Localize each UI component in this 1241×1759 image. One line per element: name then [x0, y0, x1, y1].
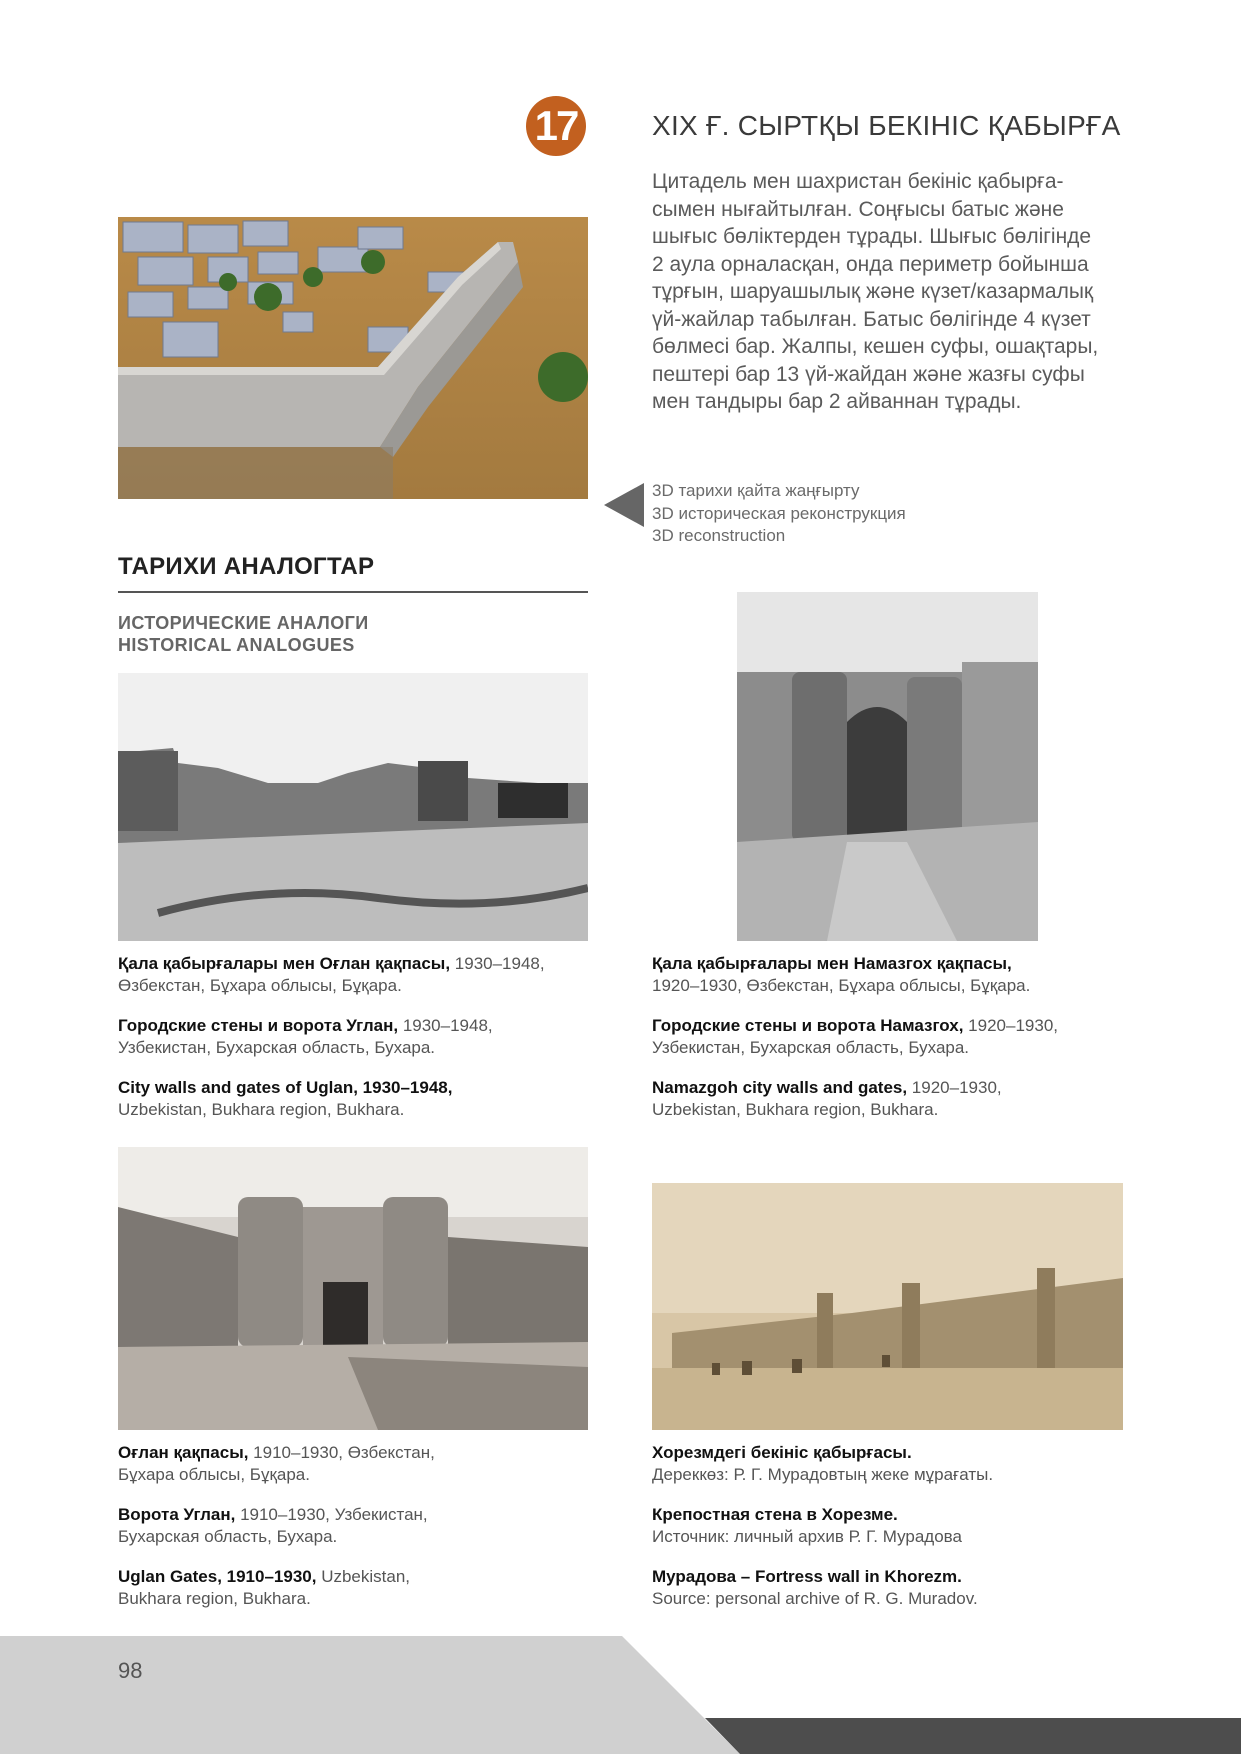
caption-en-bold: Namazgoh city walls and gates, [652, 1078, 908, 1097]
caption-en-rest: Uzbekistan, [316, 1567, 411, 1586]
photo-uglan-walls [118, 673, 588, 941]
caption-kk-rest: 1930–1948, [450, 954, 545, 973]
caption-en-rest: 1920–1930, [907, 1078, 1002, 1097]
footer-band [0, 1636, 1241, 1754]
caption-pointer-icon [604, 483, 644, 527]
section-number: 17 [534, 102, 578, 149]
caption-ru-rest: 1910–1930, Узбекистан, [235, 1505, 428, 1524]
caption-ru-rest: 1920–1930, [963, 1016, 1058, 1035]
caption-ru-line2: Бухарская область, Бухара. [118, 1526, 338, 1546]
page-title: XIX Ғ. СЫРТҚЫ БЕКІНІС ҚАБЫРҒА [652, 110, 1121, 141]
caption-kk-line2: Өзбекстан, Бұхара облысы, Бұқара. [118, 975, 402, 995]
caption-en-line2: Uzbekistan, Bukhara region, Bukhara. [652, 1099, 939, 1119]
photo-uglan-gates [118, 1147, 588, 1430]
caption-kk-line2: 1920–1930, Өзбекстан, Бұхара облысы, Бұқара. [652, 975, 1031, 995]
caption-en: 3D reconstruction [652, 526, 786, 545]
subheading-ru: ИСТОРИЧЕСКИЕ АНАЛОГИ [118, 613, 369, 633]
caption-en-line2: Source: personal archive of R. G. Muradov. [652, 1588, 978, 1608]
page-number: 98 [118, 1658, 143, 1683]
caption-namazgoh [652, 953, 1132, 1139]
caption-khorezm [652, 1442, 1132, 1628]
caption-uglan-walls [118, 953, 598, 1139]
caption-en-bold: Мурадова – Fortress wall in Khorezm. [652, 1567, 962, 1586]
caption-en-bold: Uglan Gates, 1910–1930, [118, 1567, 317, 1586]
intro-paragraph: Цитадель мен шахристан бекініс қабырға- сымен нығайтылған. Соңғысы батыс және шығыс бөліктерден тұрады. Шығыс бөлігінде 2 аула орналасқан, онда периметр бойынша тұрғын, шаруашылық және күзет/казармалық үй-жайлар табылған. Батыс бөлігінде 4 күзет бөлмесі бар. Жалпы, кешен суфы, ошақтары, пештері бар 13 үй-жайдан және жазғы суфы мен тандыры бар 2 айваннан тұрады. [652, 170, 1099, 413]
caption-kk-line2: Дереккөз: Р. Г. Мурадовтың жеке мұрағаты. [652, 1464, 994, 1484]
caption-kk-rest: 1910–1930, Өзбекстан, [248, 1443, 435, 1462]
caption-ru-line2: Узбекистан, Бухарская область, Бухара. [118, 1037, 436, 1057]
caption-ru-bold: Ворота Углан, [118, 1505, 236, 1524]
caption-ru-bold: Городские стены и ворота Намазгох, [652, 1016, 964, 1035]
caption-ru-line2: Узбекистан, Бухарская область, Бухара. [652, 1037, 970, 1057]
caption-kk-bold: Хорезмдегі бекініс қабырғасы. [652, 1443, 912, 1462]
caption-en-bold: City walls and gates of Uglan, 1930–1948, [118, 1078, 453, 1097]
photo-khorezm-wall [652, 1183, 1123, 1430]
caption-uglan-gates [118, 1442, 598, 1628]
subheading-en: HISTORICAL ANALOGUES [118, 635, 355, 655]
reconstruction-image [118, 217, 588, 499]
caption-ru-bold: Городские стены и ворота Углан, [118, 1016, 399, 1035]
caption-ru: 3D историческая реконструкция [652, 503, 906, 523]
caption-kk-line2: Бұхара облысы, Бұқара. [118, 1464, 310, 1484]
photo-namazgoh [737, 592, 1038, 941]
caption-kk: 3D тарихи қайта жаңғырту [652, 481, 860, 500]
caption-kk-bold: Қала қабырғалары мен Оғлан қақпасы, [118, 954, 451, 973]
caption-en-line2: Uzbekistan, Bukhara region, Bukhara. [118, 1099, 405, 1119]
heading-divider [118, 591, 588, 593]
caption-ru-bold: Крепостная стена в Хорезме. [652, 1505, 898, 1524]
caption-ru-rest: 1930–1948, [398, 1016, 493, 1035]
caption-kk-bold: Қала қабырғалары мен Намазгох қақпасы, [652, 954, 1012, 973]
caption-ru-line2: Источник: личный архив Р. Г. Мурадова [652, 1526, 962, 1546]
analogues-heading: ТАРИХИ АНАЛОГТАР [118, 553, 375, 580]
analogues-subheading [118, 612, 369, 656]
section-number-badge [526, 96, 586, 156]
caption-en-line2: Bukhara region, Bukhara. [118, 1588, 311, 1608]
reconstruction-caption [652, 480, 906, 548]
caption-kk-bold: Оғлан қақпасы, [118, 1443, 249, 1462]
